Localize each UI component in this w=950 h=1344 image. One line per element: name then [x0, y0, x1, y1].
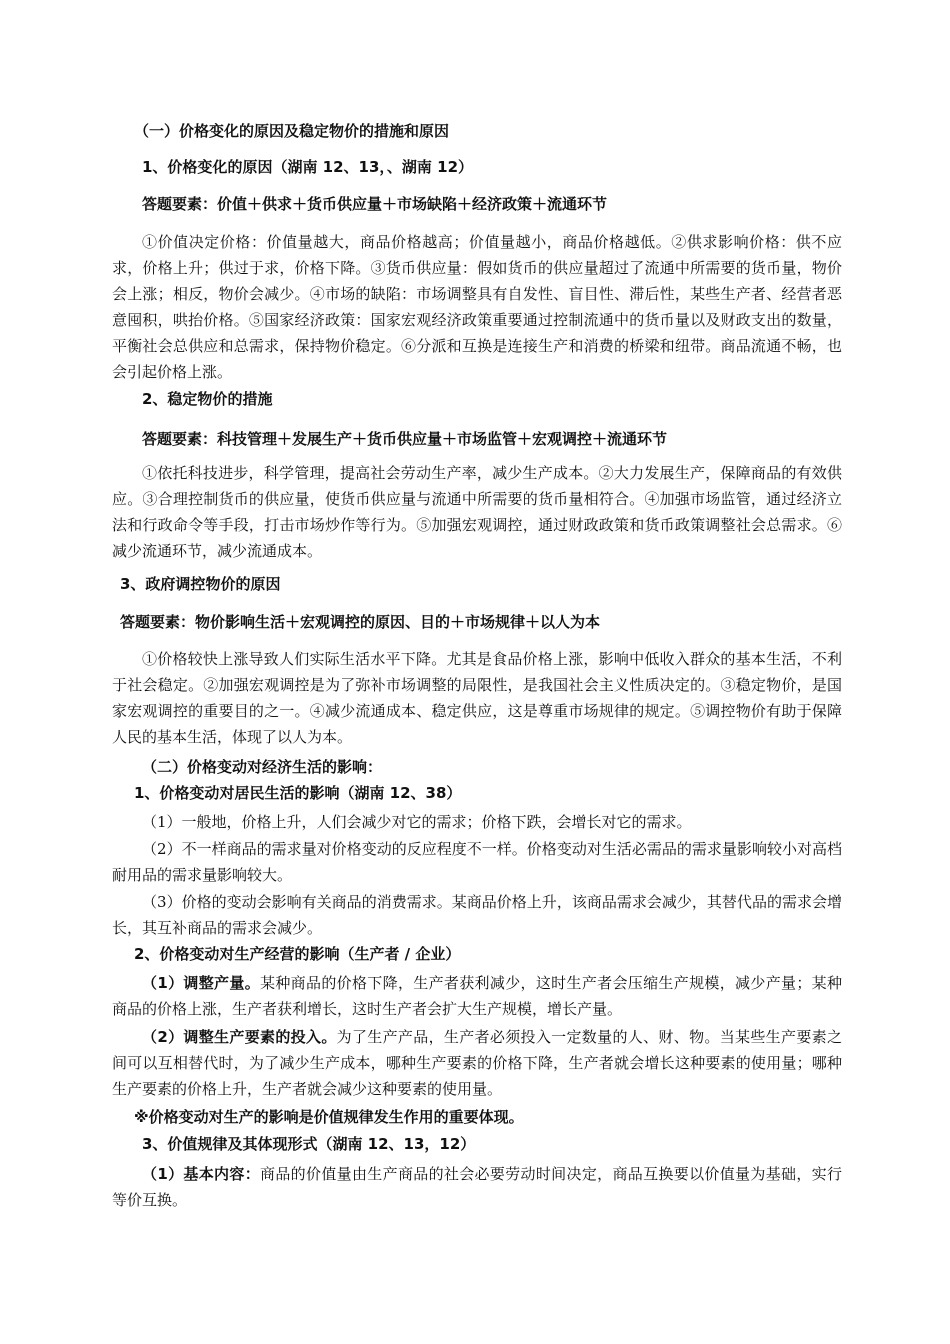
paragraph-text: 商品的价值量由生产商品的社会必要劳动时间决定，商品互换要以价值量为基础，实行等价互换。: [112, 1165, 842, 1209]
subsection-2-1-p2: [112, 836, 842, 888]
paragraph: ①价值决定价格：价值量越大，商品价格越高；价值量越小，商品价格越低。②供求影响价格：供不应求，价格上升；供过于求，价格下降。③货币供应量：假如货币的供应量超过了流通中所需要的货币量，物价会上涨；相反，物价会减少。④市场的缺陷：市场调整具有自发性、盲目性、滞后性，某些生产者、经营者恶意囤积，哄抬价格。⑤国家经济政策：国家宏观经济政策重要通过控制流通中的货币量以及财政支出的数量，平衡社会总供应和总需求，保持物价稳定。⑥分派和互换是连接生产和消费的桥梁和纽带。商品流通不畅，也会引起价格上涨。: [112, 233, 842, 381]
paragraph-lead: （1）基本内容：: [142, 1165, 261, 1183]
section-1-title: （一）价格变化的原因及稳定物价的措施和原因: [134, 122, 450, 140]
subsection-1-3-body: [112, 646, 842, 750]
paragraph: [112, 970, 842, 1022]
paragraph: [112, 1161, 842, 1213]
paragraph-lead: （1）调整产量。: [142, 974, 261, 992]
paragraph: （2）不一样商品的需求量对价格变动的反应程度不一样。价格变动对生活必需品的需求量影响较小对高档耐用品的需求量影响较大。: [112, 840, 842, 884]
subsection-2-2-p1: [112, 970, 842, 1022]
subsection-2-1-p3: [112, 889, 842, 941]
subsection-1-2-key-points: 答题要素：科技管理＋发展生产＋货币供应量＋市场监管＋宏观调控＋流通环节: [142, 430, 668, 448]
paragraph-text: 某种商品的价格下降，生产者获利减少，这时生产者会压缩生产规模，减少产量；某种商品的价格上涨，生产者获利增长，这时生产者会扩大生产规模，增长产量。: [112, 974, 842, 1018]
subsection-2-2-title: 2、价格变动对生产经营的影响（生产者 / 企业）: [134, 945, 461, 963]
subsection-1-1-body: [112, 229, 842, 385]
subsection-1-3-title: 3、政府调控物价的原因: [120, 575, 281, 593]
subsection-2-1-p1: [112, 809, 842, 835]
paragraph-text: 为了生产产品，生产者必须投入一定数量的人、财、物。当某些生产要素之间可以互相替代时，为了减少生产成本，哪种生产要素的价格下降，生产者就会增长这种要素的使用量；哪种生产要素的价格上升，生产者就会减少这种要素的使用量。: [112, 1028, 842, 1098]
paragraph: ①价格较快上涨导致人们实际生活水平下降。尤其是食品价格上涨，影响中低收入群众的基本生活，不利于社会稳定。②加强宏观调控是为了弥补市场调整的局限性，是我国社会主义性质决定的。③稳定物价，是国家宏观调控的重要目的之一。④减少流通成本、稳定供应，这是尊重市场规律的规定。⑤调控物价有助于保障人民的基本生活，体现了以人为本。: [112, 650, 842, 746]
paragraph: ①依托科技进步，科学管理，提高社会劳动生产率，减少生产成本。②大力发展生产，保障商品的有效供应。③合理控制货币的供应量，使货币供应量与流通中所需要的货币量相符合。④加强市场监管，通过经济立法和行政命令等手段，打击市场炒作等行为。⑤加强宏观调控，通过财政政策和货币政策调整社会总需求。⑥减少流通环节，减少流通成本。: [112, 464, 842, 560]
subsection-1-1-title: 1、价格变化的原因（湖南 12、13，、湖南 12）: [142, 158, 474, 176]
subsection-1-3-key-points: 答题要素：物价影响生活＋宏观调控的原因、目的＋市场规律＋以人为本: [120, 613, 601, 631]
subsection-2-2-note: ※价格变动对生产的影响是价值规律发生作用的重要体现。: [134, 1108, 524, 1126]
subsection-2-3-p1: [112, 1161, 842, 1213]
paragraph: （3）价格的变动会影响有关商品的消费需求。某商品价格上升，该商品需求会减少，其替代品的需求会增长，其互补商品的需求会减少。: [112, 893, 842, 937]
subsection-1-2-body: [112, 460, 842, 564]
paragraph: （1）一般地，价格上升，人们会减少对它的需求；价格下跌，会增长对它的需求。: [142, 813, 692, 831]
subsection-2-1-title: 1、价格变动对居民生活的影响（湖南 12、38）: [134, 784, 462, 802]
subsection-2-2-p2: [112, 1024, 842, 1102]
subsection-2-3-title: 3、价值规律及其体现形式（湖南 12、13，12）: [142, 1135, 476, 1153]
subsection-1-2-title: 2、稳定物价的措施: [142, 390, 273, 408]
paragraph: [112, 1024, 842, 1102]
paragraph-lead: （2）调整生产要素的投入。: [142, 1028, 337, 1046]
subsection-1-1-key-points: 答题要素：价值＋供求＋货币供应量＋市场缺陷＋经济政策＋流通环节: [142, 195, 608, 213]
section-2-title: （二）价格变动对经济生活的影响：: [142, 758, 383, 776]
